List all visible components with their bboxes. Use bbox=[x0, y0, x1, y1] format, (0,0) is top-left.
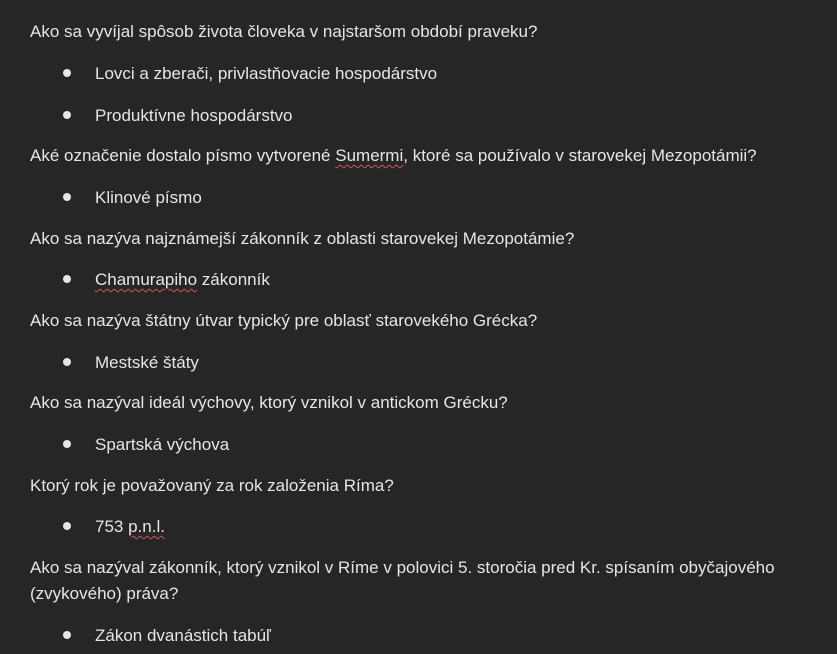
answer-list-item[interactable] bbox=[95, 514, 795, 540]
spelling-flagged-word[interactable]: Sumermi bbox=[335, 146, 404, 165]
question-paragraph[interactable]: Ako sa nazýva štátny útvar typický pre oblasť starovekého Grécka? bbox=[30, 311, 538, 330]
answer-text: 753 bbox=[95, 517, 129, 536]
answer-list-item[interactable]: Lovci a zberači, privlastňovacie hospodárstvo bbox=[95, 64, 438, 83]
question-paragraph[interactable]: Ktorý rok je považovaný za rok založenia Ríma? bbox=[30, 476, 394, 495]
bullet-icon bbox=[63, 111, 73, 121]
answer-list-item[interactable]: Zákon dvanástich tabúľ bbox=[95, 626, 272, 645]
bullet-icon bbox=[63, 631, 73, 641]
question-paragraph[interactable]: Ako sa nazýval ideál výchovy, ktorý vznikol v antickom Grécku? bbox=[30, 393, 508, 412]
answer-list-item[interactable]: Produktívne hospodárstvo bbox=[95, 106, 293, 125]
answer-list-item[interactable] bbox=[95, 267, 795, 293]
answer-list-item[interactable]: Spartská výchova bbox=[95, 435, 230, 454]
bullet-icon bbox=[63, 275, 73, 285]
spelling-flagged-word[interactable]: p.n.l. bbox=[128, 517, 165, 536]
question-paragraph[interactable]: Ako sa vyvíjal spôsob života človeka v najstaršom období praveku? bbox=[30, 22, 538, 41]
question-paragraph[interactable] bbox=[30, 143, 820, 169]
question-paragraph[interactable]: Ako sa nazýva najznámejší zákonník z oblasti starovekej Mezopotámie? bbox=[30, 229, 575, 248]
question-paragraph[interactable]: Ako sa nazýval zákonník, ktorý vznikol v Ríme v polovici 5. storočia pred Kr. spísaním obyčajového (zvykového) práva? bbox=[30, 558, 775, 603]
bullet-icon bbox=[63, 440, 73, 450]
bullet-icon bbox=[63, 358, 73, 368]
answer-list-item[interactable]: Klinové písmo bbox=[95, 188, 202, 207]
bullet-icon bbox=[63, 522, 73, 532]
bullet-icon bbox=[63, 193, 73, 203]
answer-list-item[interactable]: Mestské štáty bbox=[95, 353, 199, 372]
question-text: Aké označenie dostalo písmo vytvorené bbox=[30, 146, 336, 165]
bullet-icon bbox=[63, 69, 73, 79]
spelling-flagged-word[interactable]: Chamurapiho bbox=[95, 270, 198, 289]
answer-text: zákonník bbox=[197, 270, 270, 289]
question-text: , ktoré sa používalo v starovekej Mezopotámii? bbox=[403, 146, 757, 165]
